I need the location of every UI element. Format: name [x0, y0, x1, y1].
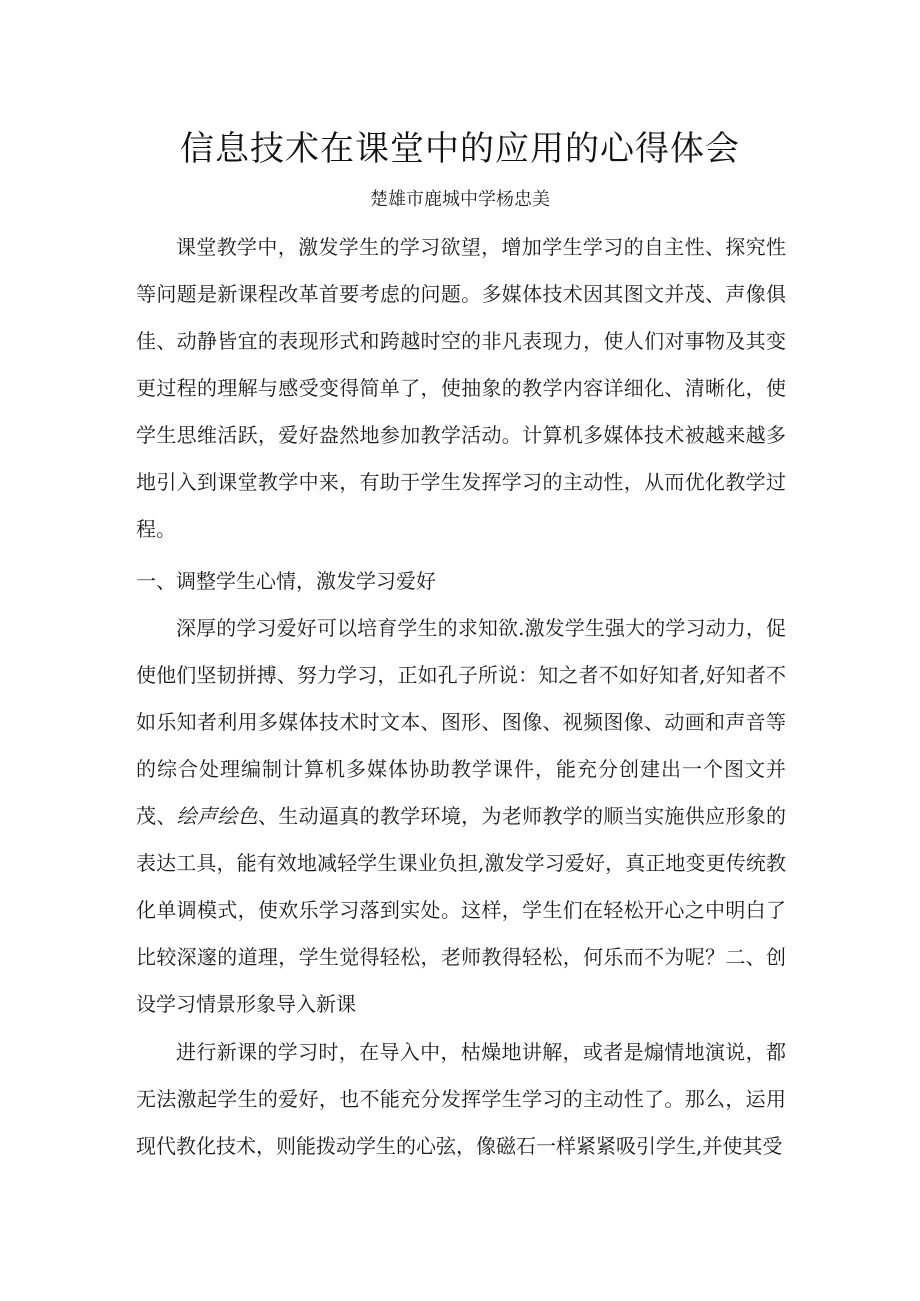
section-heading-1: 一、调整学生心情，激发学习爱好	[136, 569, 436, 593]
paragraph-section-1-part1: 深厚的学习爱好可以培育学生的求知欲.激发学生强大的学习动力，促使他们坚韧拼搏、努力学习，正如孔子所说：知之者不如好知者,好知者不如乐知者利用多媒体技术时文本、图形、图像、视频图像、动画和声音等的综合处理编制计算机多媒体协助教学课件，能充分创建出一个图文并茂、	[136, 616, 786, 828]
paragraph-section-1	[136, 605, 786, 1028]
paragraph-intro: 课堂教学中，激发学生的学习欲望，增加学生学习的自主性、探究性等问题是新课程改革首要考虑的问题。多媒体技术因其图文并茂、声像俱佳、动静皆宜的表现形式和跨越时空的非凡表现力，使人们对事物及其变更过程的理解与感受变得简单了，使抽象的教学内容详细化、清晰化，使学生思维活跃，爱好盎然地参加教学活动。计算机多媒体技术被越来越多地引入到课堂教学中来，有助于学生发挥学习的主动性，从而优化教学过程。	[136, 235, 786, 541]
paragraph-section-2: 进行新课的学习时，在导入中，枯燥地讲解，或者是煽情地演说，都无法激起学生的爱好，也不能充分发挥学生学习的主动性了。那么，运用现代教化技术，则能拨动学生的心弦，像磁石一样紧紧吸引学生,并使其受	[136, 1040, 786, 1158]
paragraph-section-1-part2: 、生动逼真的教学环境，为老师教学的顺当实施供应形象的表达工具，能有效地减轻学生课业负担,激发学习爱好，真正地变更传统教化单调模式，使欢乐学习落到实处。这样，学生们在轻松开心之中明白了比较深邃的道理，学生觉得轻松，老师教得轻松，何乐而不为呢？二、创设学习情景形象导入新课	[136, 804, 787, 1016]
document-title: 信息技术在课堂中的应用的心得体会	[180, 129, 740, 169]
paragraph-section-1-italic-phrase: 绘声绘色	[176, 804, 258, 828]
document-author: 楚雄市鹿城中学杨忠美	[370, 189, 550, 210]
